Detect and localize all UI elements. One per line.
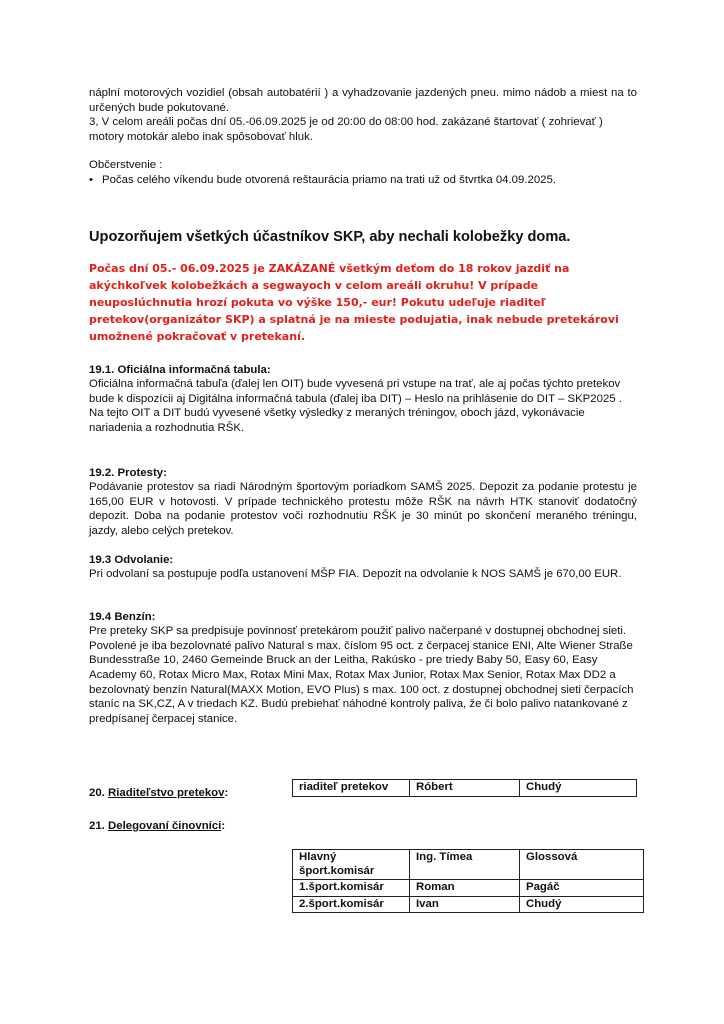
intro-paragraph-2: 3, V celom areáli počas dní 05.-06.09.2025 je od 20:00 do 08:00 hod. zakázané štartovať ( zohrievať ) motory motokár alebo inak spôsobovať hluk. [89, 116, 603, 143]
notice-warning-text: Počas dní 05.- 06.09.2025 je ZAKÁZANÉ všetkým deťom do 18 rokov jazdiť na akýchkoľvek kolobežkách a segwayoch v celom areáli okruhu! V prípade neuposlúchnutia hrozí pokuta vo výške 150,- eur! Pokutu udeľuje riaditeľ pretekov(organizátor SKP) a splatná je na mieste podujatia, inak nebude pretekárovi umožnené pokračovať v pretekaní. [89, 261, 619, 343]
table-row [293, 896, 644, 913]
table-cell: Róbert [410, 780, 520, 797]
section-title-fuel: 19.4 Benzín: [89, 610, 156, 623]
table-cell: Pagáč [520, 880, 644, 897]
table-cell: riaditeľ pretekov [293, 780, 410, 797]
notice-heading: Upozorňujem všetkých účastníkov SKP, aby nechali kolobežky doma. [89, 228, 571, 245]
table-cell: Ing. Tímea [410, 850, 520, 880]
section-text-oit: Oficiálna informačná tabuľa (ďalej len OIT) bude vyvesená pri vstupe na trať, ale aj počas týchto pretekov bude k dispozícii aj Digitálna informačná tabula (ďalej iba DIT) – Heslo na prihlásenie do DIT – SKP2025 . Na tejto OIT a DIT budú vyvesené všetky výsledky z meraných tréningov, oboch jázd, vykonávacie nariadenia a rozhodnutia RŠK. [89, 378, 622, 434]
table-cell: Hlavný šport.komisár [293, 850, 410, 880]
intro-paragraph-1: náplní motorových vozidiel (obsah autobatérií ) a vyhadzovanie jazdených pneu. mimo nádob a miest na to určených bude pokutované. [89, 87, 637, 114]
section-title-protests: 19.2. Protesty: [89, 466, 167, 479]
section-text-fuel: Pre preteky SKP sa predpisuje povinnosť pretekárom použiť palivo načerpané v dostupnej obchodnej sieti. Povolené je iba bezolovnaté palivo Natural s max. číslom 95 oct. z čerpacej stanice ENI, Alte Wiener Straße Bundesstraße 10, 2460 Gemeinde Bruck an der Leitha, Rakúsko - pre triedy Baby 50, Easy 60, Easy Academy 60, Rotax Micro Max, Rotax Mini Max, Rotax Max Junior, Rotax Max Senior, Rotax Max DD2 a bezolovnatý benzín Natural(MAXX Motion, EVO Plus) s max. 100 oct. z dostupnej obchodnej sieti čerpacích staníc na SK,CZ, A v triedach KZ. Budú prebiehať náhodné kontroly paliva, že či bolo palivo natankované z predpísanej čerpacej stanice. [89, 625, 634, 725]
director-title: Riaditeľstvo pretekov [108, 787, 225, 799]
refreshment-bullet-text: Počas celého víkendu bude otvorená reštaurácia priamo na trati už od štvrtka 04.09.2025. [102, 173, 557, 186]
delegates-number: 21. [89, 820, 105, 832]
table-cell: Chudý [520, 780, 637, 797]
director-number: 20. [89, 787, 105, 799]
table-cell: Glossová [520, 850, 644, 880]
table-cell: Chudý [520, 896, 644, 913]
section-text-protests: Podávanie protestov sa riadi Národným športovým poriadkom SAMŠ 2025. Depozit za podanie protestu je 165,00 EUR v hotovosti. V prípade technického protestu môže RŠK na návrh HTK stanoviť dodatočný depozit. Doba na podanie protestov voči rozhodnutiu RŠK je 30 minút po skončení meraného tréningu, jazdy, alebo celých pretekov. [89, 481, 637, 537]
table-row [293, 780, 637, 797]
section-title-oit: 19.1. Oficiálna informačná tabula: [89, 363, 271, 376]
delegates-label: 21. Delegovaní činovníci: [89, 820, 226, 832]
table-row [293, 850, 644, 880]
refreshment-heading: Občerstvenie : [89, 159, 163, 172]
table-cell: Roman [410, 880, 520, 897]
director-table [292, 779, 637, 797]
section-title-appeal: 19.3 Odvolanie: [89, 553, 174, 566]
table-row [293, 880, 644, 897]
director-label: 20. Riaditeľstvo pretekov: [89, 787, 229, 799]
document-body [89, 86, 637, 726]
refreshment-bullet-item [89, 173, 637, 188]
delegates-table [292, 849, 644, 913]
section-text-appeal: Pri odvolaní sa postupuje podľa ustanovení MŠP FIA. Depozit na odvolanie k NOS SAMŠ je 670,00 EUR. [89, 568, 622, 581]
table-cell: 2.šport.komisár [293, 896, 410, 913]
bullet-icon: • [89, 173, 93, 186]
delegates-title: Delegovaní činovníci [108, 820, 222, 832]
table-cell: 1.šport.komisár [293, 880, 410, 897]
table-cell: Ivan [410, 896, 520, 913]
